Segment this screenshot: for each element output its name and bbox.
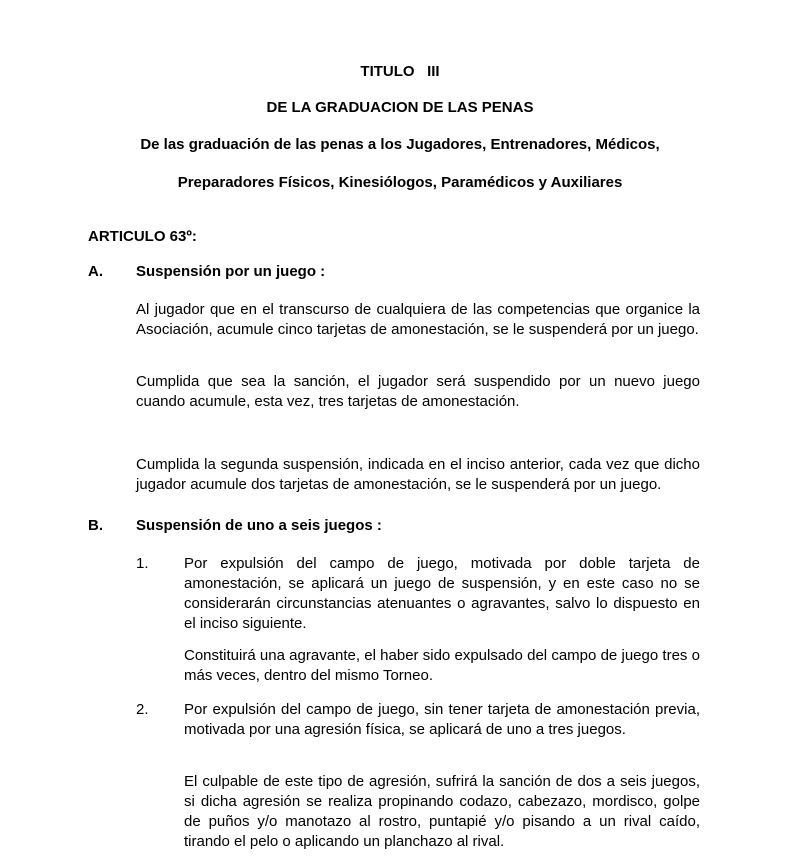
item-1-text: Por expulsión del campo de juego, motivada por doble tarjeta de amonestación, se aplicará un juego de suspensión, y en este caso no se considerarán circunstancias atenuantes o agravantes, salvo lo dispuesto en el inciso siguiente. xyxy=(184,555,700,632)
item-1-extra: Constituirá una agravante, el haber sido expulsado del campo de juego tres o más veces, dentro del mismo Torneo. xyxy=(184,647,700,684)
section-a-paragraph-3: Cumplida la segunda suspensión, indicada en el inciso anterior, cada vez que dicho jugador acumule dos tarjetas de amonestación, se le suspenderá por un juego. xyxy=(136,456,700,493)
item-2-number: 2. xyxy=(136,701,149,718)
section-b-letter: B. xyxy=(88,517,103,534)
title-heading: TITULO III xyxy=(360,63,440,80)
description-heading-line-2: Preparadores Físicos, Kinesiólogos, Paramédicos y Auxiliares xyxy=(177,174,623,191)
description-heading-line-1: De las graduación de las penas a los Jugadores, Entrenadores, Médicos, xyxy=(140,136,660,153)
section-a-letter: A. xyxy=(88,263,103,280)
section-a-title: Suspensión por un juego : xyxy=(136,263,326,280)
article-label: ARTICULO 63º: xyxy=(88,228,197,245)
item-2-text: Por expulsión del campo de juego, sin tener tarjeta de amonestación previa, motivada por una agresión física, se aplicará de uno a tres juegos. xyxy=(184,701,700,738)
item-1-number: 1. xyxy=(136,555,149,572)
section-a-paragraph-1: Al jugador que en el transcurso de cualquiera de las competencias que organice la Asociación, acumule cinco tarjetas de amonestación, se le suspenderá por un juego. xyxy=(136,301,700,338)
section-b-title: Suspensión de uno a seis juegos : xyxy=(136,517,382,534)
subtitle-heading: DE LA GRADUACION DE LAS PENAS xyxy=(266,99,534,116)
section-a-paragraph-2: Cumplida que sea la sanción, el jugador será suspendido por un nuevo juego cuando acumule, esta vez, tres tarjetas de amonestación. xyxy=(136,373,700,410)
item-2-extra: El culpable de este tipo de agresión, sufrirá la sanción de dos a seis juegos, si dicha agresión se realiza propinando codazo, cabezazo, mordisco, golpe de puños y/o manotazo al rostro, puntapié y/o pisando a un rival caído, tirando el pelo o aplicando un planchazo al rival. xyxy=(184,773,700,850)
